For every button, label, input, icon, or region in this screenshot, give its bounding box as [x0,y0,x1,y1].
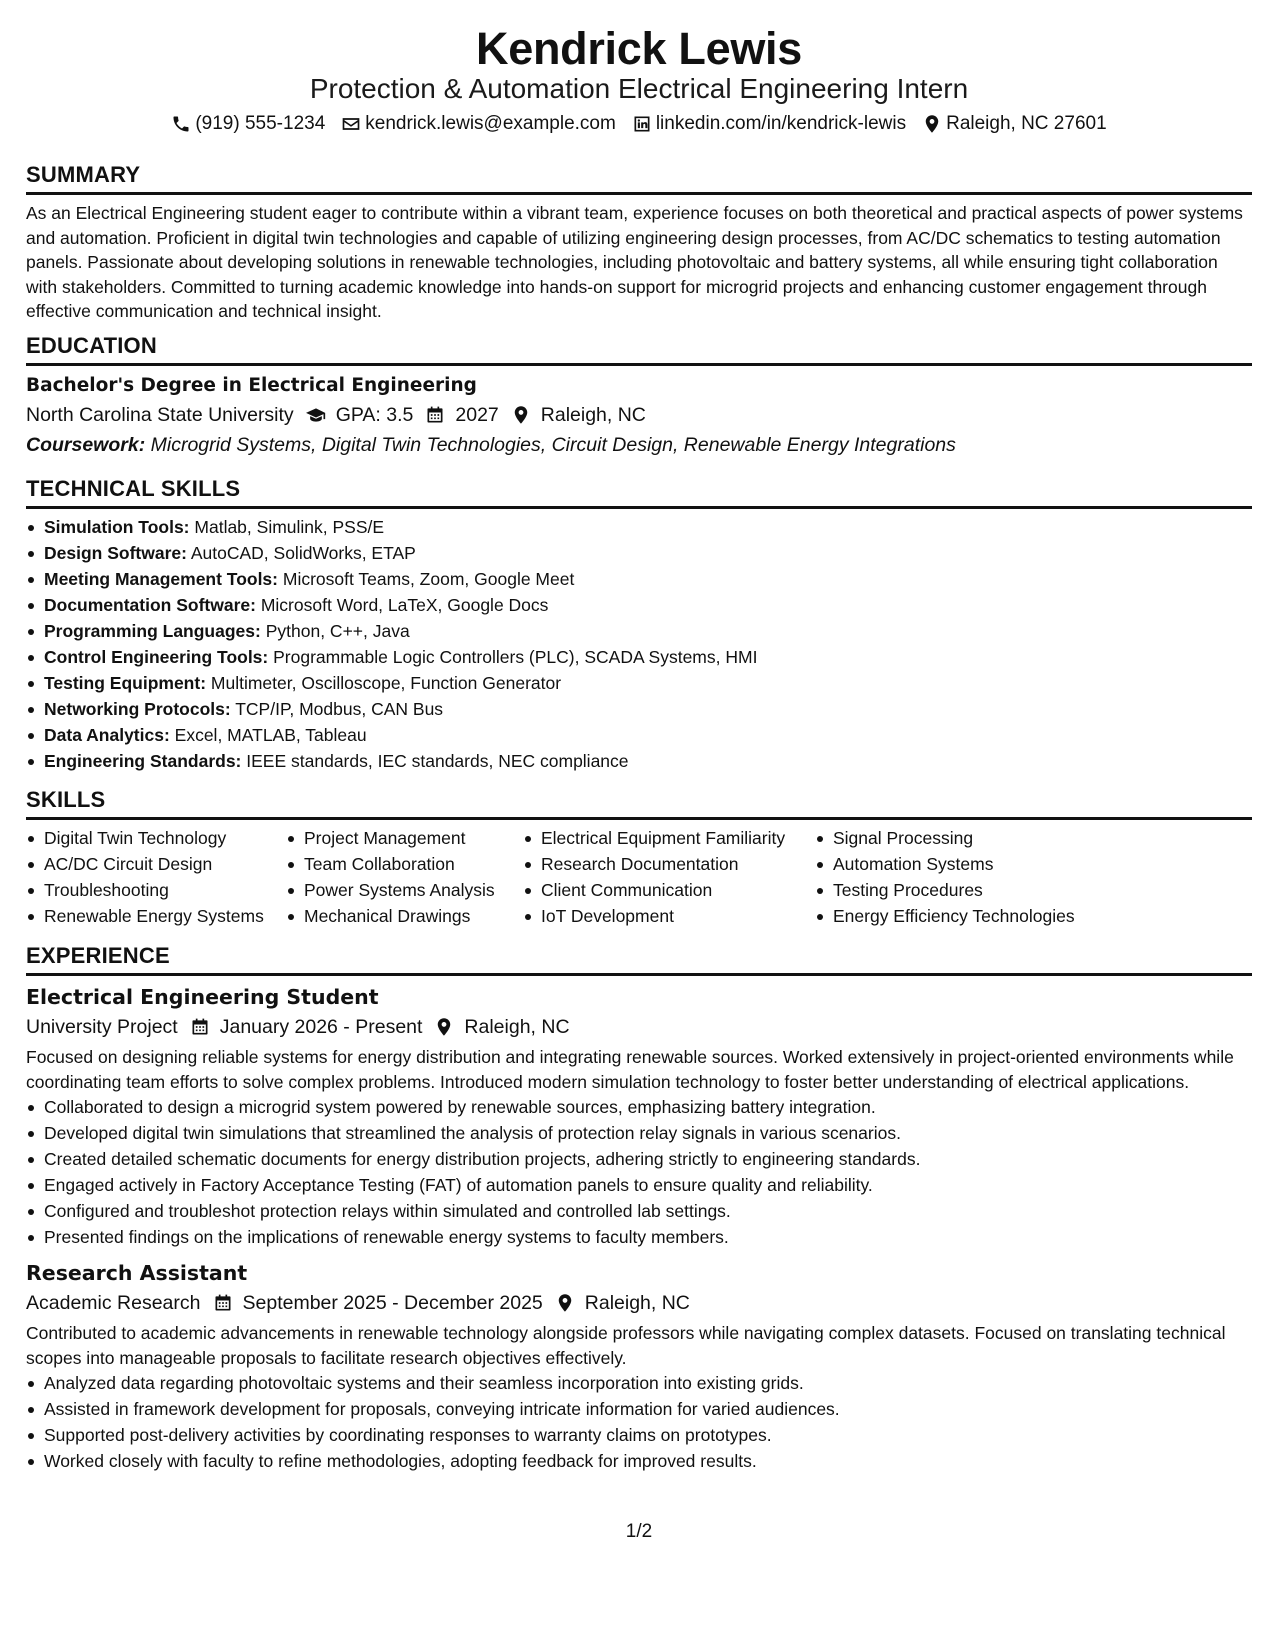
list-item: Troubleshooting [26,877,286,903]
calendar-icon [213,1293,233,1313]
job-meta [26,1012,1252,1042]
skills-heading: SKILLS [26,787,106,812]
skill-values: IEEE standards, IEC standards, NEC compliance [246,751,629,771]
contact-phone [171,111,325,137]
skill-category: Documentation Software: [44,595,256,615]
candidate-headline: Protection & Automation Electrical Engineering Intern [309,73,969,104]
skill-category: Data Analytics: [44,725,170,745]
list-item [26,670,1252,696]
job-location: Raleigh, NC [464,1016,570,1038]
contact-email[interactable] [341,111,616,137]
technical-skills-list [26,514,1252,774]
experience-heading: EXPERIENCE [26,943,170,968]
skill-category: Control Engineering Tools: [44,647,269,667]
list-item: Automation Systems [815,851,1115,877]
phone-icon [171,114,191,134]
linkedin-icon [632,114,652,134]
job-entry [26,982,1252,1250]
list-item [26,722,1252,748]
skill-values: Matlab, Simulink, PSS/E [194,517,385,537]
job-entry [26,1258,1252,1474]
calendar-icon [190,1017,210,1037]
skills-section [26,786,1252,929]
section-divider [26,817,1252,820]
skill-category: Networking Protocols: [44,699,231,719]
list-item: Engaged actively in Factory Acceptance Testing (FAT) of automation panels to ensure quality and reliability. [26,1172,1252,1198]
list-item: Signal Processing [815,825,1115,851]
list-item [26,514,1252,540]
phone-text: (919) 555-1234 [195,113,326,134]
map-pin-icon [434,1017,454,1037]
education-section [26,332,1252,460]
skill-category: Programming Languages: [44,621,261,641]
list-item: IoT Development [523,903,815,929]
list-item: Client Communication [523,877,815,903]
map-pin-icon [555,1293,575,1313]
job-description: Contributed to academic advancements in renewable technology alongside professors while navigating complex datasets. Focused on translating technical scopes into manageable proposals to facilitate research objectives effectively. [26,1323,1226,1368]
technical-skills-heading: TECHNICAL SKILLS [26,476,241,501]
coursework-line [26,430,1252,460]
skill-values: Multimeter, Oscilloscope, Function Generator [210,673,562,693]
graduation-year: 2027 [455,404,499,426]
location-text: Raleigh, NC 27601 [946,113,1107,134]
map-pin-icon [922,114,942,134]
job-organization: University Project [26,1016,178,1038]
job-dates: January 2026 - Present [219,1016,423,1038]
list-item [26,696,1252,722]
contact-linkedin[interactable] [632,111,906,137]
skill-category: Testing Equipment: [44,673,207,693]
list-item: Renewable Energy Systems [26,903,286,929]
technical-skills-section [26,475,1252,774]
list-item: Analyzed data regarding photovoltaic systems and their seamless incorporation into existing grids. [26,1370,1252,1396]
email-link[interactable]: kendrick.lewis@example.com [365,113,616,134]
candidate-name: Kendrick Lewis [476,23,802,74]
summary-text: As an Electrical Engineering student eager to contribute within a vibrant team, experience focuses on both theoretical and practical aspects of power systems and automation. Proficient in digital twin technologies and capable of utilizing engineering design processes, from AC/DC schematics to testing automation panels. Passionate about developing solutions in renewable technologies, including photovoltaic and battery systems, all while ensuring tight collaboration with stakeholders. Committed to turning academic knowledge into hands-on support for microgrid projects and enhancing customer engagement through effective communication and technical insight. [26,203,1243,321]
list-item: Configured and troubleshot protection relays within simulated and controlled lab settings. [26,1198,1252,1224]
education-details [26,400,1252,430]
list-item: Team Collaboration [286,851,523,877]
list-item: Energy Efficiency Technologies [815,903,1115,929]
gpa-text: GPA: 3.5 [335,404,414,426]
list-item: Developed digital twin simulations that streamlined the analysis of protection relay signals in various scenarios. [26,1120,1252,1146]
skill-values: Excel, MATLAB, Tableau [174,725,367,745]
skills-column [815,825,1115,929]
list-item [26,592,1252,618]
list-item: Presented findings on the implications of renewable energy systems to faculty members. [26,1224,1252,1250]
list-item: Supported post-delivery activities by coordinating responses to warranty claims on prototypes. [26,1422,1252,1448]
contact-location [922,111,1107,137]
skill-category: Meeting Management Tools: [44,569,278,589]
list-item: Project Management [286,825,523,851]
section-divider [26,973,1252,976]
coursework-list: Microgrid Systems, Digital Twin Technologies, Circuit Design, Renewable Energy Integrations [150,434,956,456]
list-item: Created detailed schematic documents for energy distribution projects, adhering strictly to engineering standards. [26,1146,1252,1172]
list-item: Power Systems Analysis [286,877,523,903]
skills-grid [26,825,1252,929]
job-bullets [26,1094,1252,1250]
list-item: Electrical Equipment Familiarity [523,825,815,851]
skill-values: Programmable Logic Controllers (PLC), SCADA Systems, HMI [273,647,758,667]
summary-section [26,161,1252,324]
education-heading: EDUCATION [26,333,157,358]
job-title: Research Assistant [26,1261,248,1285]
skill-values: AutoCAD, SolidWorks, ETAP [190,543,416,563]
skill-category: Simulation Tools: [44,517,190,537]
envelope-icon [341,114,361,134]
coursework-label: Coursework: [26,434,146,456]
job-dates: September 2025 - December 2025 [242,1292,543,1314]
job-title: Electrical Engineering Student [26,985,379,1009]
skills-column [523,825,815,929]
job-location: Raleigh, NC [584,1292,690,1314]
section-divider [26,506,1252,509]
skill-values: Microsoft Teams, Zoom, Google Meet [282,569,575,589]
list-item: AC/DC Circuit Design [26,851,286,877]
list-item: Mechanical Drawings [286,903,523,929]
experience-section [26,942,1252,1474]
skill-values: Microsoft Word, LaTeX, Google Docs [260,595,549,615]
list-item: Assisted in framework development for proposals, conveying intricate information for varied audiences. [26,1396,1252,1422]
skills-column [286,825,523,929]
job-meta [26,1288,1252,1318]
list-item: Worked closely with faculty to refine methodologies, adopting feedback for improved results. [26,1448,1252,1474]
degree-title: Bachelor's Degree in Electrical Engineering [26,375,477,396]
list-item [26,644,1252,670]
linkedin-link[interactable]: linkedin.com/in/kendrick-lewis [655,113,907,134]
skill-values: TCP/IP, Modbus, CAN Bus [235,699,444,719]
skill-category: Engineering Standards: [44,751,242,771]
list-item: Research Documentation [523,851,815,877]
page-number: 1/2 [625,1521,653,1542]
school-name: North Carolina State University [26,404,294,426]
list-item [26,618,1252,644]
job-description: Focused on designing reliable systems for energy distribution and integrating renewable sources. Worked extensively in project-oriented environments while coordinating team efforts to solve complex problems. Introduced modern simulation technology to foster better understanding of electrical applications. [26,1047,1234,1092]
graduation-cap-icon [306,405,326,425]
list-item [26,566,1252,592]
list-item [26,748,1252,774]
list-item [26,540,1252,566]
summary-heading: SUMMARY [26,162,141,187]
section-divider [26,192,1252,195]
calendar-icon [425,405,445,425]
map-pin-icon [511,405,531,425]
job-organization: Academic Research [26,1292,201,1314]
skill-values: Python, C++, Java [265,621,410,641]
list-item: Digital Twin Technology [26,825,286,851]
education-location: Raleigh, NC [540,404,646,426]
skills-column [26,825,286,929]
skill-category: Design Software: [44,543,187,563]
list-item: Collaborated to design a microgrid system powered by renewable sources, emphasizing battery integration. [26,1094,1252,1120]
section-divider [26,363,1252,366]
job-bullets [26,1370,1252,1474]
list-item: Testing Procedures [815,877,1115,903]
contact-bar [26,111,1252,137]
